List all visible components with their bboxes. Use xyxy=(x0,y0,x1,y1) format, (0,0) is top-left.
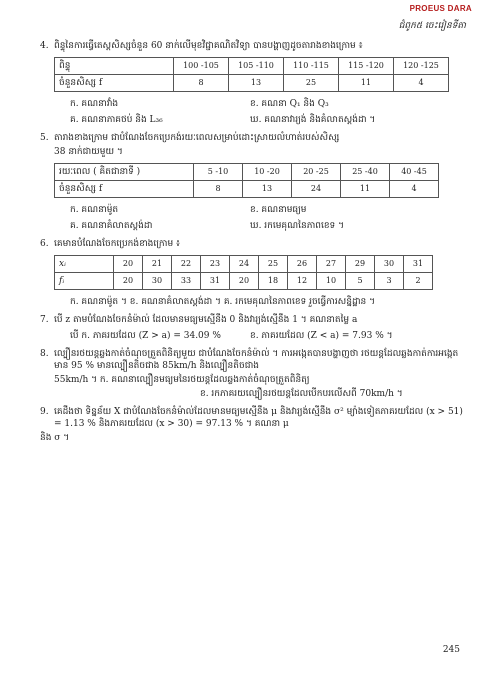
table-cell: 21 xyxy=(143,256,172,273)
question-text-cont: និង σ ។ xyxy=(40,433,70,443)
question-text-cont: 38 នាក់ជាយមួយ ។ xyxy=(54,147,123,157)
option-b: ខ. គណនាមធ្យម xyxy=(250,205,307,215)
question-6 xyxy=(40,238,464,308)
table-cell: 5 -10 xyxy=(194,164,243,181)
question-number: 4. xyxy=(40,41,49,51)
option-a: បើ ក. ភាគរយដែល (Z > a) = 34.09 % xyxy=(70,331,221,341)
question-text: គេមានបំណែងចែកប្រេកង់ខាងក្រោម ៖ xyxy=(54,239,180,249)
option-d: ឃ. រកមេគុណនៃភាពខេទ ។ xyxy=(250,221,345,231)
table-cell: 12 xyxy=(288,273,317,290)
question-text: ល្បឿនរថយន្តឆ្លងកាត់ចំណុចត្រួតពិនិត្យមួយ ជាបំណែងចែកនំម៉ាល់ ។ ការអង្កេតបានបង្ហាញថា រថយន្តដែលឆ្លងកាត់ការអង្កេតមាន 95 % មានល្បឿនតិចជាង 85km/h និងល្បឿនតិចជាង xyxy=(54,349,459,371)
table-cell: 3 xyxy=(375,273,404,290)
table-cell: ចំនួនសិស្ស f xyxy=(55,181,194,198)
table-cell: 20 -25 xyxy=(292,164,341,181)
option-b: ខ. គណនា Q₁ និង Q₃ xyxy=(250,99,329,109)
table-cell: 13 xyxy=(243,181,292,198)
table-cell: 24 xyxy=(292,181,341,198)
exercise-list xyxy=(40,40,464,450)
table-cell: 29 xyxy=(346,256,375,273)
question-number: 7. xyxy=(40,315,49,325)
table-cell: 25 xyxy=(284,75,339,92)
option-c: គ. គណនាភាគថប់ និង L₃₆ xyxy=(70,115,163,125)
table-cell: 11 xyxy=(341,181,390,198)
table-cell: 26 xyxy=(288,256,317,273)
table-cell: 120 -125 xyxy=(394,58,449,75)
table-cell: 10 xyxy=(317,273,346,290)
table-cell: 13 xyxy=(229,75,284,92)
options xyxy=(40,98,464,126)
table-cell: 30 xyxy=(375,256,404,273)
table-cell: 2 xyxy=(404,273,433,290)
option-a: ក. គណនាម៉ូត xyxy=(70,205,119,215)
question-number: 6. xyxy=(40,239,49,249)
table-cell: 33 xyxy=(172,273,201,290)
question-8 xyxy=(40,348,464,400)
table-cell: 40 -45 xyxy=(390,164,439,181)
table-cell: 31 xyxy=(404,256,433,273)
question-7 xyxy=(40,314,464,342)
table-cell: រយៈពេល ( គិតជានាទី ) xyxy=(55,164,194,181)
table-cell: 24 xyxy=(230,256,259,273)
question-text: ពិន្ទុនៃការធ្វើតេស្តសិស្សចំនួន 60 នាក់លើមុខវិជ្ជាគណិតវិទ្យា បានបង្ហាញដូចតារាងខាងក្រោម ៖ xyxy=(54,41,363,51)
question-text: បើ z តាមបំណែងចែកនំម៉ាល់ ដែលមានមធ្យមស្មើនឹង 0 និងវារ្យង់ស្មើនឹង 1 ។ គណនាតម្លៃ a xyxy=(54,315,358,325)
table-cell: 105 -110 xyxy=(229,58,284,75)
table-cell: 20 xyxy=(114,256,143,273)
table-cell: ពិន្ទុ xyxy=(55,58,174,75)
question-number: 9. xyxy=(40,407,49,417)
table-cell: 8 xyxy=(194,181,243,198)
table-cell: 22 xyxy=(172,256,201,273)
table-cell: 30 xyxy=(143,273,172,290)
table-cell: 20 xyxy=(114,273,143,290)
brand-header: PROEUS DARA xyxy=(409,4,472,13)
table-cell: 4 xyxy=(390,181,439,198)
question-4 xyxy=(40,40,464,126)
question-subparts: ក. គណនាម៉ូត ។ ខ. គណនាគំលាតស្តង់ដា ។ គ. រកមេគុណនៃភាពខេទ រួចធ្វើការសន្និដ្ឋាន ។ xyxy=(70,297,376,307)
question-9 xyxy=(40,406,464,444)
table-cell: 25 xyxy=(259,256,288,273)
table-cell: 11 xyxy=(339,75,394,92)
question-text-cont: 55km/h ។ ក. គណនាល្បឿនមធ្យមនៃរថយន្តដែលឆ្លងកាត់ចំណុចត្រួតពិនិត្យ xyxy=(54,375,310,385)
table-cell: 8 xyxy=(174,75,229,92)
table-cell: 31 xyxy=(201,273,230,290)
table-cell: 25 -40 xyxy=(341,164,390,181)
options xyxy=(40,204,464,232)
table-cell: 100 -105 xyxy=(174,58,229,75)
question-text: តារាងខាងក្រោម ជាបំណែងចែកប្រេកង់រយៈពេលសម្រាប់ដោះស្រាយលំហាត់របស់សិស្ស xyxy=(54,133,340,143)
table-cell: 5 xyxy=(346,273,375,290)
table-cell: 115 -120 xyxy=(339,58,394,75)
chapter-title: ជំពូក៥ ចេះរៀនទីតា xyxy=(398,21,466,31)
table-cell: fᵢ xyxy=(55,273,114,290)
option-c: គ. គណនាគំលាតស្តង់ដា xyxy=(70,221,153,231)
question-text-cont: ខ. រកភាគរយល្បឿនរថយន្តដែលបើកបរលើសពី 70km/h ។ xyxy=(200,389,403,399)
question-5 xyxy=(40,132,464,232)
score-table xyxy=(54,57,449,92)
frequency-table xyxy=(54,255,433,290)
option-d: ឃ. គណនាវារ្យង់ និងគំលាតស្តង់ដា ។ xyxy=(250,115,376,125)
page-number: 245 xyxy=(442,645,460,655)
table-cell: 110 -115 xyxy=(284,58,339,75)
table-cell: 10 -20 xyxy=(243,164,292,181)
table-cell: 18 xyxy=(259,273,288,290)
duration-table xyxy=(54,163,439,198)
table-cell: 27 xyxy=(317,256,346,273)
question-text: គេដឹងថា ទិន្នន័យ X ជាបំណែងចែកនំម៉ាល់ដែលមានមធ្យមស្មើនឹង μ និងវារ្យង់ស្មើនឹង σ² ម្យ៉ាងទៀតភាគរយដែល (x > 51) = 1.13 % និងភាគរយដែល (x > 30) = 97.13 % ។ គណនា μ xyxy=(54,407,463,429)
table-cell: 23 xyxy=(201,256,230,273)
option-a: ក. គណនាវាំង xyxy=(70,99,119,109)
question-number: 5. xyxy=(40,133,49,143)
options xyxy=(40,330,464,342)
table-cell: xᵢ xyxy=(55,256,114,273)
question-number: 8. xyxy=(40,349,49,359)
option-b: ខ. ភាគរយដែល (Z < a) = 7.93 % ។ xyxy=(250,331,393,341)
table-cell: 4 xyxy=(394,75,449,92)
table-cell: 20 xyxy=(230,273,259,290)
table-cell: ចំនួនសិស្ស f xyxy=(55,75,174,92)
